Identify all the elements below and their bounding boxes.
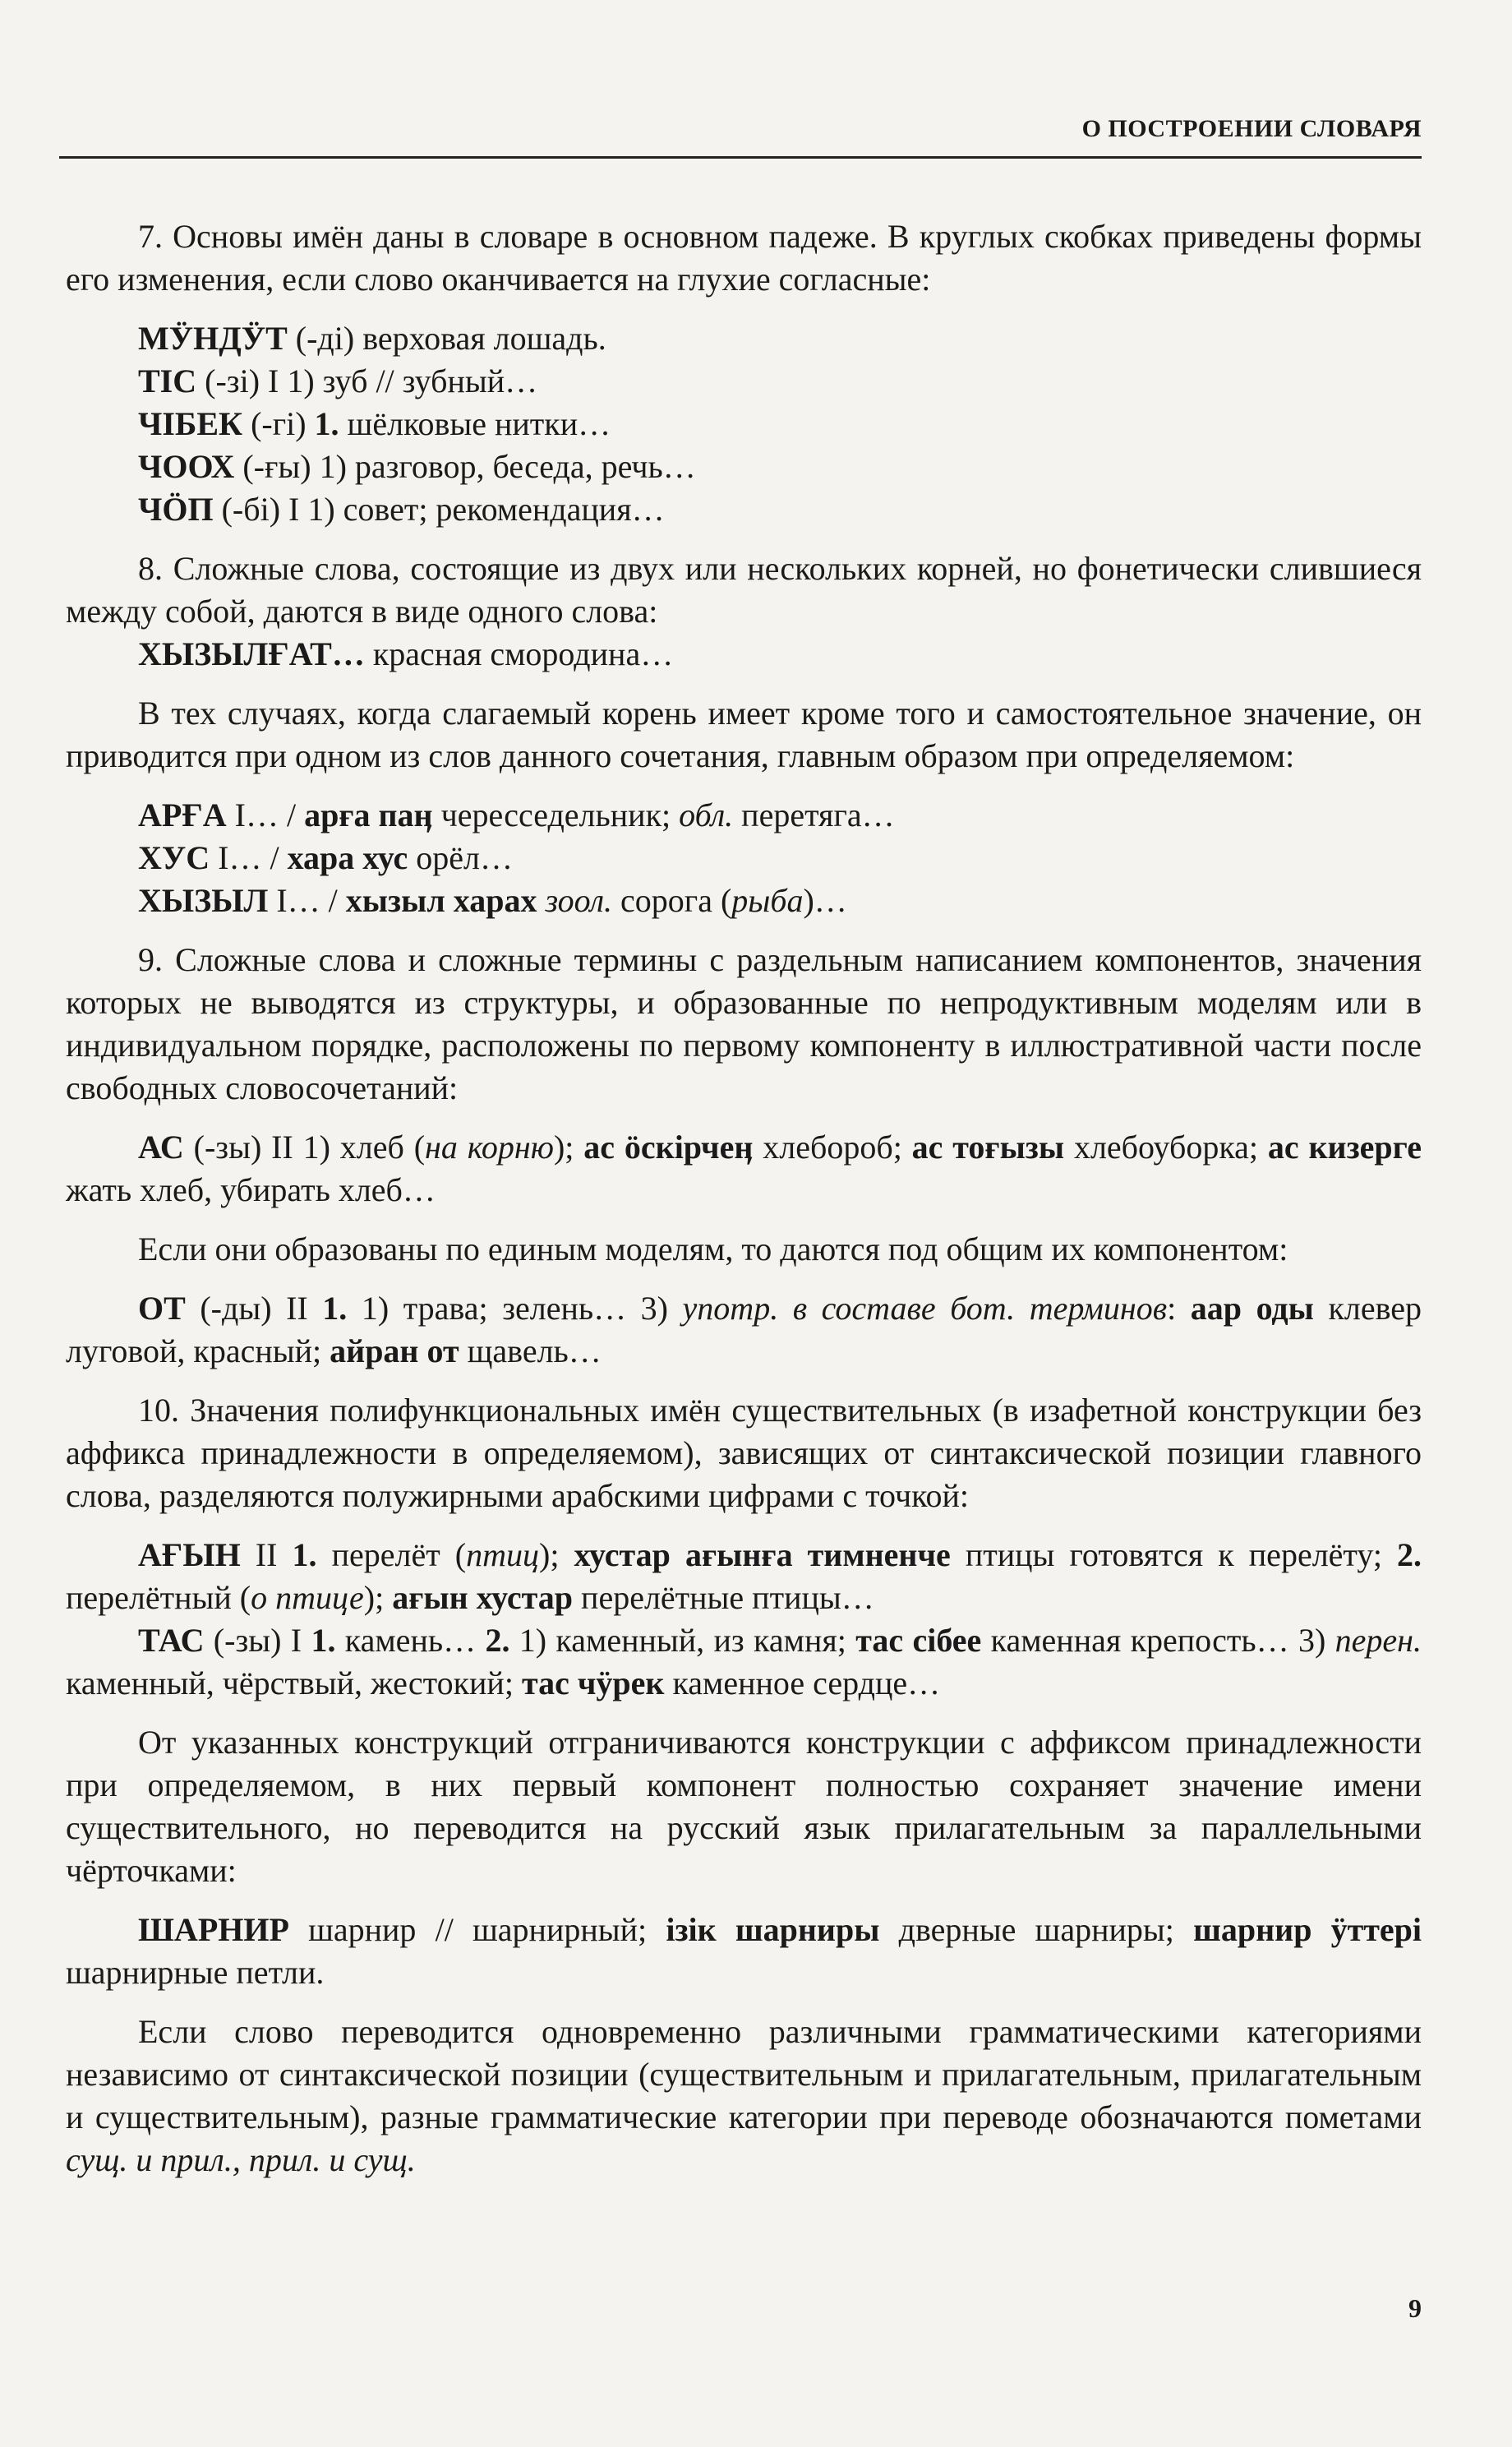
running-header: О ПОСТРОЕНИИ СЛОВАРЯ <box>59 115 1422 159</box>
headword: ХУС <box>138 839 210 876</box>
dictionary-entry: ЧІБЕК (-гі) 1. шёлковые нитки… <box>138 405 611 442</box>
headword: АС <box>138 1129 184 1166</box>
headword: ХЫЗЫЛ <box>138 882 269 919</box>
dictionary-entry: ХЫЗЫЛ I… / хызыл харах зоол. сорога (рыба)… <box>138 882 847 919</box>
section-10-intro: 10. Значения полифункциональных имён существительных (в изафетной конструкции без аффикса принадлежности в определяемом), зависящих от синтаксической позиции главного слова, разделяются полужирными арабскими цифрами с точкой: <box>66 1392 1422 1514</box>
paragraph: Если слово переводится одновременно различными грамматическими категориями независимо от синтаксической позиции (существительным и прилагательным, прилагательным и существительным), разные грамматические категории при переводе обозначаются пометами сущ. и прил., прил. и сущ. <box>66 2013 1422 2178</box>
dictionary-entry: ШАРНИР шарнир // шарнирный; ізік шарниры дверные шарниры; шарнир ӱттері шарнирные петли. <box>66 1911 1422 1991</box>
paragraph: От указанных конструкций отграничиваются конструкции с аффиксом принадлежности при определяемом, в них первый компонент полностью сохраняет значение имени существительного, но переводится на русский язык прилагательным за параллельными чёрточками: <box>66 1724 1422 1889</box>
section-8-intro: 8. Сложные слова, состоящие из двух или нескольких корней, но фонетически слившиеся между собой, даются в виде одного слова: <box>66 550 1422 630</box>
dictionary-entry: ОТ (-ды) II 1. 1) трава; зелень… 3) употр. в составе бот. терминов: аар оды клевер луговой, красный; айран от щавель… <box>66 1290 1422 1369</box>
headword: АРҒА <box>138 796 227 833</box>
dictionary-entry: ХУС I… / хара хус орёл… <box>138 839 514 876</box>
headword: ЧӦП <box>138 491 214 528</box>
headword: ЧООХ <box>138 448 235 485</box>
paragraph: В тех случаях, когда слагаемый корень имеет кроме того и самостоятельное значение, он приводится при одном из слов данного сочетания, главным образом при определяемом: <box>66 695 1422 774</box>
page-number: 9 <box>1408 2293 1422 2323</box>
dictionary-entry: МӰНДӰТ (-ді) верховая лошадь. <box>138 320 606 357</box>
section-7-intro: 7. Основы имён даны в словаре в основном падеже. В круглых скобках приведены формы его изменения, если слово оканчивается на глухие согласные: <box>66 218 1422 298</box>
dictionary-entry: АРҒА I… / арға паӊ чересседельник; обл. перетяга… <box>138 796 895 833</box>
headword: ТІС <box>138 362 197 399</box>
headword: ШАРНИР <box>138 1911 289 1948</box>
headword: ХЫЗЫЛҒАТ… <box>138 635 365 672</box>
dictionary-entry: ЧООХ (-ғы) 1) разговор, беседа, речь… <box>138 448 696 485</box>
paragraph: Если они образованы по единым моделям, то даются под общим их компонентом: <box>138 1230 1288 1267</box>
headword: ОТ <box>138 1290 186 1327</box>
headword: ЧІБЕК <box>138 405 243 442</box>
page-body <box>66 215 1422 2182</box>
dictionary-entry: АҒЫН II 1. перелёт (птиц); хустар ағынға тимненче птицы готовятся к перелёту; 2. перелётный (о птице); ағын хустар перелётные птицы… <box>66 1536 1422 1616</box>
dictionary-entry: АС (-зы) II 1) хлеб (на корню); ас ӧскірчеӊ хлебороб; ас тоғызы хлебоуборка; ас кизерге жать хлеб, убирать хлеб… <box>66 1129 1422 1208</box>
headword: МӰНДӰТ <box>138 320 288 357</box>
dictionary-entry: ХЫЗЫЛҒАТ… красная смородина… <box>138 635 674 672</box>
section-9-intro: 9. Сложные слова и сложные термины с раздельным написанием компонентов, значения которых не выводятся из структуры, и образованные по непродуктивным моделям или в индивидуальном порядке, расположены по первому компоненту в иллюстративной части после свободных словосочетаний: <box>66 941 1422 1106</box>
dictionary-entry: ЧӦП (-бі) I 1) совет; рекомендация… <box>138 491 665 528</box>
dictionary-entry: ТІС (-зі) I 1) зуб // зубный… <box>138 362 538 399</box>
headword: АҒЫН <box>138 1536 241 1573</box>
dictionary-entry: ТАС (-зы) I 1. камень… 2. 1) каменный, из камня; тас сібее каменная крепость… 3) перен. каменный, чёрствый, жестокий; тас чӱрек каменное сердце… <box>66 1622 1422 1701</box>
headword: ТАС <box>138 1622 205 1659</box>
